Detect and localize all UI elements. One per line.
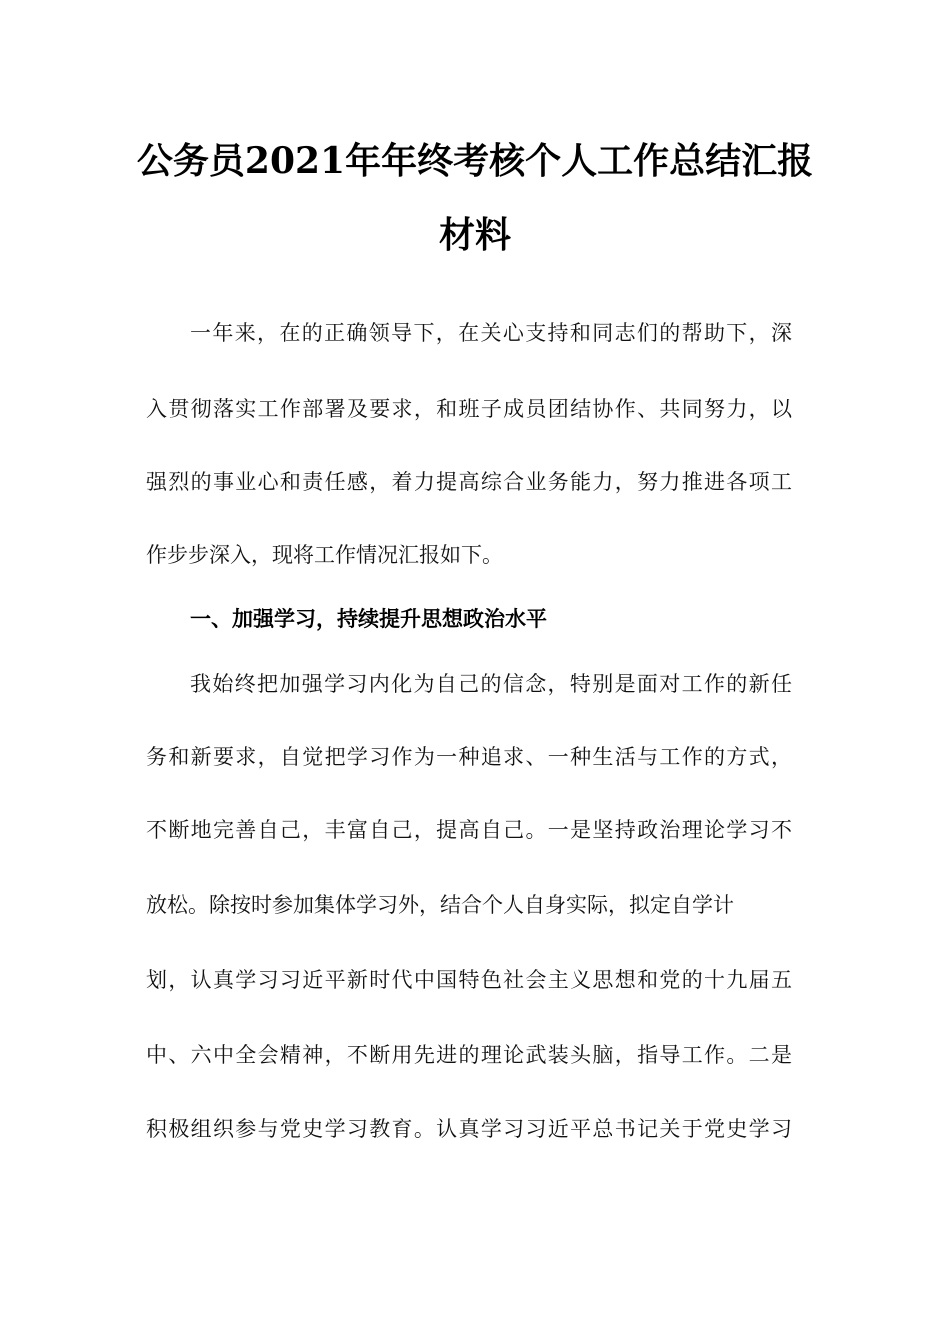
section1-line-1: 我始终把加强学习内化为自己的信念，特别是面对工作的新任 (190, 672, 792, 696)
title-line-1: 公务员2021年年终考核个人工作总结汇报 (136, 140, 814, 182)
document-title (0, 124, 950, 272)
intro-line-2: 入贯彻落实工作部署及要求，和班子成员团结协作、共同努力，以 (146, 397, 792, 421)
section1-line-4: 放松。除按时参加集体学习外，结合个人自身实际，拟定自学计 (146, 893, 734, 917)
intro-line-4: 作步步深入，现将工作情况汇报如下。 (146, 543, 503, 567)
section1-line-7: 积极组织参与党史学习教育。认真学习习近平总书记关于党史学习 (146, 1117, 792, 1141)
section1-line-2: 务和新要求，自觉把学习作为一种追求、一种生活与工作的方式， (146, 745, 792, 769)
section1-line-6: 中、六中全会精神，不断用先进的理论武装头脑，指导工作。二是 (146, 1043, 792, 1067)
title-line-2: 材料 (438, 214, 511, 256)
intro-line-3: 强烈的事业心和责任感，着力提高综合业务能力，努力推进各项工 (146, 470, 792, 494)
intro-line-1: 一年来，在的正确领导下，在关心支持和同志们的帮助下，深 (190, 321, 792, 345)
section1-line-3: 不断地完善自己，丰富自己，提高自己。一是坚持政治理论学习不 (146, 818, 792, 842)
section-heading-1: 一、加强学习，持续提升思想政治水平 (190, 607, 547, 631)
section1-line-5: 划，认真学习习近平新时代中国特色社会主义思想和党的十九届五 (146, 968, 792, 992)
